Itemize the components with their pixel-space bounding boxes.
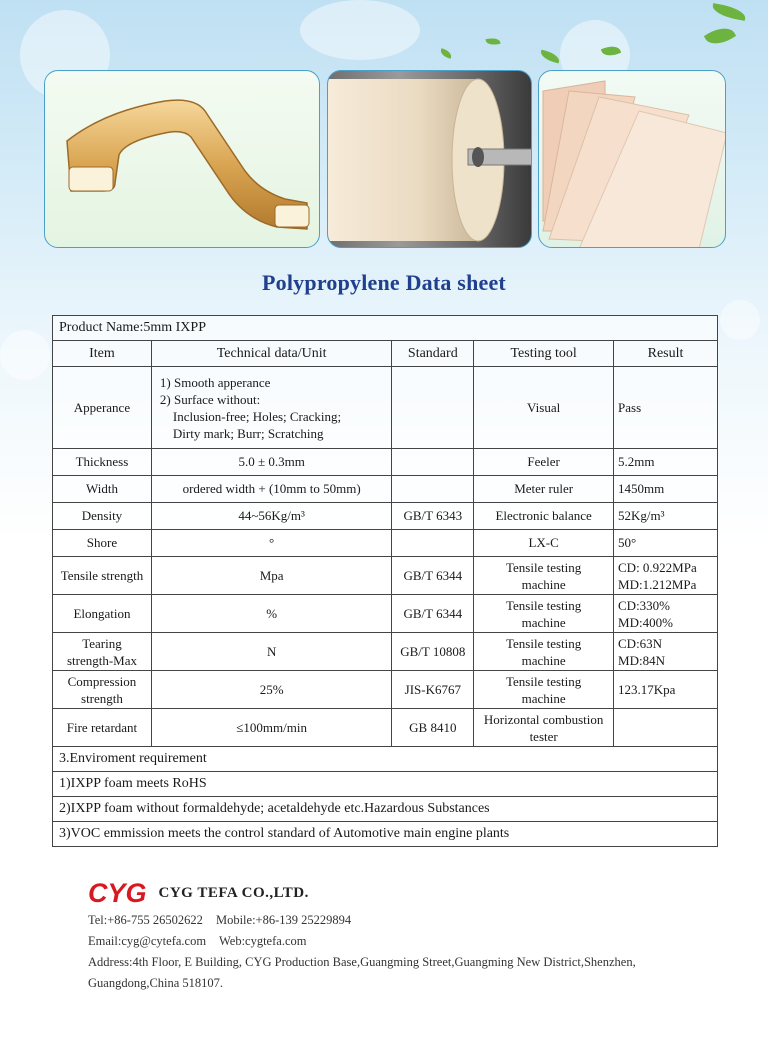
- result-cell: [614, 557, 718, 595]
- result-line: CD:330%: [618, 597, 671, 613]
- tool-line: machine: [521, 652, 566, 668]
- appearance-line: Inclusion-free; Holes; Cracking;: [172, 408, 342, 424]
- result-line: CD:63N: [618, 635, 663, 651]
- tool-line: Horizontal combustion: [483, 711, 604, 727]
- address-line: Address:4th Floor, E Building, CYG Production Base,Guangming Street,Guangming New District,Shenzhen,: [88, 955, 636, 969]
- item-line: Compression: [67, 673, 137, 689]
- item-cell: Density: [53, 503, 152, 530]
- result-cell: [614, 671, 718, 709]
- header-testing-tool: Testing tool: [474, 341, 614, 367]
- item-cell: [53, 709, 152, 747]
- technical-data-cell: N: [151, 633, 391, 671]
- table-header-row: [53, 341, 718, 367]
- product-name-row: [53, 316, 718, 341]
- product-photo-duct: [44, 70, 320, 248]
- environment-item: 1)IXPP foam meets RoHS: [53, 772, 718, 797]
- technical-data-cell: Mpa: [151, 557, 391, 595]
- technical-data-cell: °: [151, 530, 391, 557]
- testing-tool-cell: Visual: [474, 367, 614, 449]
- appearance-line: 1) Smooth apperance: [159, 374, 271, 390]
- environment-row: [53, 822, 718, 847]
- item-line: Tearing: [82, 635, 122, 651]
- tool-line: Tensile testing: [506, 559, 582, 575]
- tool-line: Tensile testing: [506, 597, 582, 613]
- standard-cell: GB/T 10808: [392, 633, 474, 671]
- testing-tool-cell: Meter ruler: [474, 476, 614, 503]
- result-cell: 52Kg/m³: [614, 503, 718, 530]
- item-cell: [53, 595, 152, 633]
- appearance-line: 2) Surface without:: [159, 391, 261, 407]
- standard-cell: GB/T 6344: [392, 595, 474, 633]
- environment-heading: 3.Enviroment requirement: [53, 747, 718, 772]
- leaf-decoration-icon: [704, 22, 736, 50]
- result-cell: 1450mm: [614, 476, 718, 503]
- table-row: [53, 449, 718, 476]
- environment-row: [53, 772, 718, 797]
- company-footer: [88, 878, 728, 994]
- testing-tool-cell: [474, 671, 614, 709]
- leaf-decoration-icon: [485, 37, 500, 46]
- product-photo-foam-sheets: [538, 70, 726, 248]
- company-logo: CYG: [88, 877, 147, 908]
- standard-cell: [392, 367, 474, 449]
- telephone: Tel:+86-755 26502622: [88, 913, 203, 927]
- testing-tool-cell: Electronic balance: [474, 503, 614, 530]
- header-result: Result: [614, 341, 718, 367]
- tool-line: tester: [529, 728, 558, 744]
- testing-tool-cell: LX-C: [474, 530, 614, 557]
- item-cell: [53, 557, 152, 595]
- background-bokeh: [0, 330, 50, 380]
- technical-data-cell: 5.0 ± 0.3mm: [151, 449, 391, 476]
- item-cell: Shore: [53, 530, 152, 557]
- leaf-decoration-icon: [539, 50, 561, 64]
- table-row: [53, 530, 718, 557]
- result-line: MD:400%: [618, 614, 673, 630]
- technical-data-cell: %: [151, 595, 391, 633]
- result-cell: 50°: [614, 530, 718, 557]
- item-line: strength: [81, 690, 123, 706]
- result-cell: 5.2mm: [614, 449, 718, 476]
- header-standard: Standard: [392, 341, 474, 367]
- table-row: [53, 503, 718, 530]
- background-bokeh: [720, 300, 760, 340]
- tool-line: machine: [521, 690, 566, 706]
- item-cell: Thickness: [53, 449, 152, 476]
- technical-data-cell: ordered width + (10mm to 50mm): [151, 476, 391, 503]
- standard-cell: GB/T 6343: [392, 503, 474, 530]
- result-line: 123.17Kpa: [618, 682, 676, 697]
- technical-data-cell: ≤100mm/min: [151, 709, 391, 747]
- table-row: [53, 709, 718, 747]
- result-line: MD:1.212MPa: [618, 576, 697, 592]
- environment-row: [53, 797, 718, 822]
- result-cell: [614, 709, 718, 747]
- background-bokeh: [300, 0, 420, 60]
- mobile: Mobile:+86-139 25229894: [215, 913, 352, 927]
- table-row: [53, 476, 718, 503]
- testing-tool-cell: Feeler: [474, 449, 614, 476]
- standard-cell: [392, 530, 474, 557]
- tool-line: machine: [521, 576, 566, 592]
- header-item: Item: [53, 341, 152, 367]
- table-row: [53, 367, 718, 449]
- website-link[interactable]: Web:cygtefa.com: [218, 934, 307, 948]
- table-row: [53, 633, 718, 671]
- tool-line: machine: [521, 614, 566, 630]
- email-link[interactable]: Email:cyg@cytefa.com: [88, 934, 207, 948]
- environment-item: 3)VOC emmission meets the control standard of Automotive main engine plants: [53, 822, 718, 847]
- leaf-decoration-icon: [439, 48, 453, 59]
- page-title: Polypropylene Data sheet: [262, 270, 506, 295]
- item-line: Elongation: [73, 606, 131, 621]
- table-row: [53, 557, 718, 595]
- item-cell: Apperance: [53, 367, 152, 449]
- testing-tool-cell: [474, 633, 614, 671]
- environment-item: 2)IXPP foam without formaldehyde; acetaldehyde etc.Hazardous Substances: [53, 797, 718, 822]
- standard-cell: [392, 476, 474, 503]
- company-name: CYG TEFA CO.,LTD.: [158, 884, 309, 901]
- product-name: Product Name:5mm IXPP: [53, 316, 718, 341]
- technical-data-cell: 44~56Kg/m³: [151, 503, 391, 530]
- item-cell: [53, 633, 152, 671]
- result-cell: [614, 595, 718, 633]
- result-cell: Pass: [614, 367, 718, 449]
- environment-row: [53, 747, 718, 772]
- item-cell: Width: [53, 476, 152, 503]
- tool-line: Tensile testing: [506, 673, 582, 689]
- data-sheet-table: [52, 315, 718, 847]
- table-row: [53, 671, 718, 709]
- standard-cell: GB 8410: [392, 709, 474, 747]
- result-line: MD:84N: [618, 652, 665, 668]
- testing-tool-cell: [474, 557, 614, 595]
- leaf-decoration-icon: [711, 3, 747, 21]
- address-line: Guangdong,China 518107.: [88, 976, 224, 990]
- standard-cell: GB/T 6344: [392, 557, 474, 595]
- testing-tool-cell: [474, 595, 614, 633]
- appearance-line: Dirty mark; Burr; Scratching: [172, 425, 324, 441]
- product-photo-foam-roll: [327, 70, 532, 248]
- technical-data-cell: 25%: [151, 671, 391, 709]
- result-line: CD: 0.922MPa: [618, 559, 697, 575]
- item-line: strength-Max: [66, 652, 137, 668]
- item-cell: [53, 671, 152, 709]
- tool-line: Tensile testing: [506, 635, 582, 651]
- header-technical-data: Technical data/Unit: [151, 341, 391, 367]
- standard-cell: [392, 449, 474, 476]
- standard-cell: JIS-K6767: [392, 671, 474, 709]
- table-row: [53, 595, 718, 633]
- technical-data-cell: [151, 367, 391, 449]
- result-cell: [614, 633, 718, 671]
- testing-tool-cell: [474, 709, 614, 747]
- item-line: Fire retardant: [66, 720, 138, 735]
- item-line: Tensile strength: [60, 568, 144, 583]
